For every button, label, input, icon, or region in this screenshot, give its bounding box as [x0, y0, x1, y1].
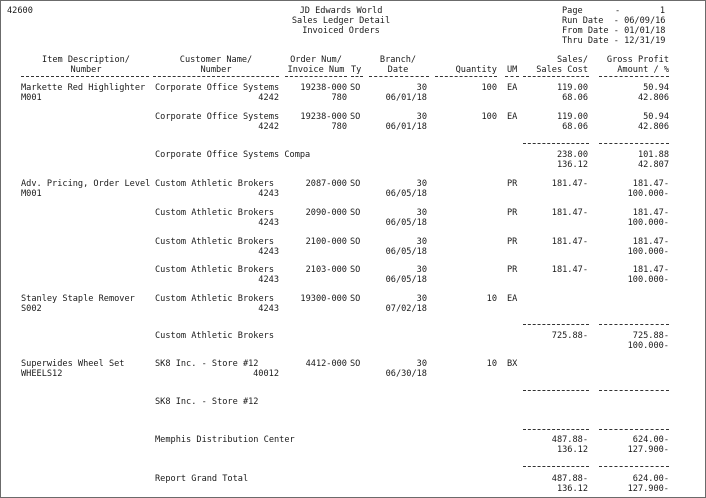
col-sales-line1: Sales/ [556, 55, 588, 65]
gross-profit-amount: 181.47- [632, 208, 669, 218]
item-description: Adv. Pricing, Order Level [21, 179, 151, 189]
col-branch-rule [369, 76, 429, 77]
total-rule [523, 390, 589, 391]
customer-number: 4242 [258, 122, 279, 132]
table-row [1, 112, 705, 134]
order-type: SO [350, 112, 361, 122]
order-type: SO [350, 179, 361, 189]
order-type: SO [350, 237, 361, 247]
item-number: WHEELS12 [21, 369, 63, 379]
customer-number: 4243 [258, 304, 279, 314]
total-line [1, 435, 705, 457]
order-number: 19238-000 [300, 83, 347, 93]
total-profit-amount: 101.88 [637, 150, 669, 160]
invoice-date: 07/02/18 [385, 304, 427, 314]
gross-profit-percent: 100.000- [627, 247, 669, 257]
col-item-line2: Number [70, 65, 102, 75]
order-number: 2100-000 [305, 237, 347, 247]
total-rule [599, 143, 669, 144]
order-number: 2090-000 [305, 208, 347, 218]
table-row [1, 294, 705, 316]
gross-profit-amount: 181.47- [632, 265, 669, 275]
sales-amount: 119.00 [556, 112, 588, 122]
col-um: UM [507, 65, 518, 75]
col-order-rule [285, 76, 347, 77]
total-profit-amount: 725.88- [632, 331, 669, 341]
invoice-date: 06/05/18 [385, 189, 427, 199]
customer-number: 4243 [258, 218, 279, 228]
customer-number: 4243 [258, 275, 279, 285]
branch: 30 [416, 237, 427, 247]
total-rule [599, 466, 669, 467]
order-number: 19300-000 [300, 294, 347, 304]
total-label: SK8 Inc. - Store #12 [155, 397, 259, 407]
customer-name: Custom Athletic Brokers [155, 179, 274, 189]
run-date: Run Date - 06/09/16 [562, 16, 666, 26]
sales-cost: 68.06 [562, 93, 588, 103]
customer-number: 40012 [253, 369, 279, 379]
col-sales-line2: Sales Cost [536, 65, 588, 75]
table-row [1, 359, 705, 381]
invoice-date: 06/01/18 [385, 122, 427, 132]
unit-of-measure: PR [507, 237, 518, 247]
order-number: 2087-000 [305, 179, 347, 189]
gross-profit-percent: 42.806 [637, 122, 669, 132]
total-rule [523, 466, 589, 467]
total-cost: 136.12 [556, 484, 588, 494]
unit-of-measure: BX [507, 359, 518, 369]
gross-profit-percent: 42.806 [637, 93, 669, 103]
total-profit-percent: 127.900- [627, 484, 669, 494]
col-quantity-rule [435, 76, 497, 77]
invoice-date: 06/05/18 [385, 275, 427, 285]
col-um-rule [505, 76, 519, 77]
quantity: 100 [481, 83, 497, 93]
total-profit-percent: 100.000- [627, 341, 669, 351]
col-branch-line2: Date [387, 65, 409, 75]
total-rule [599, 429, 669, 430]
total-cost: 136.12 [556, 160, 588, 170]
total-profit-amount: 624.00- [632, 474, 669, 484]
gross-profit-amount: 50.94 [643, 112, 669, 122]
item-description: Markette Red Highlighter [21, 83, 146, 93]
total-sales: 725.88- [551, 331, 588, 341]
total-rule [523, 429, 589, 430]
order-number: 4412-000 [305, 359, 347, 369]
invoice-date: 06/30/18 [385, 369, 427, 379]
col-profit-line1: Gross Profit [606, 55, 669, 65]
customer-number: 4242 [258, 93, 279, 103]
report-id: 42600 [7, 6, 33, 16]
quantity: 10 [486, 359, 497, 369]
order-type: SO [350, 83, 361, 93]
customer-name: SK8 Inc. - Store #12 [155, 359, 259, 369]
customer-name: Custom Athletic Brokers [155, 265, 274, 275]
col-item-rule [21, 76, 149, 77]
total-label: Report Grand Total [155, 474, 249, 484]
total-sales: 487.88- [551, 435, 588, 445]
order-type: SO [350, 359, 361, 369]
branch: 30 [416, 359, 427, 369]
invoice-date: 06/01/18 [385, 93, 427, 103]
quantity: 10 [486, 294, 497, 304]
total-profit-percent: 127.900- [627, 445, 669, 455]
total-rule [599, 324, 669, 325]
table-row [1, 237, 705, 259]
item-number: S002 [21, 304, 42, 314]
customer-number: 4243 [258, 247, 279, 257]
branch: 30 [416, 112, 427, 122]
total-line [1, 397, 705, 419]
customer-name: Corporate Office Systems [155, 83, 280, 93]
col-branch-line1: Branch/ [379, 55, 417, 65]
invoice-date: 06/05/18 [385, 218, 427, 228]
col-item-line1: Item Description/ [42, 55, 130, 65]
total-cost: 136.12 [556, 445, 588, 455]
branch: 30 [416, 265, 427, 275]
total-sales: 487.88- [551, 474, 588, 484]
gross-profit-amount: 50.94 [643, 83, 669, 93]
customer-name: Custom Athletic Brokers [155, 237, 274, 247]
unit-of-measure: EA [507, 83, 518, 93]
order-number: 2103-000 [305, 265, 347, 275]
table-row [1, 208, 705, 230]
gross-profit-percent: 100.000- [627, 218, 669, 228]
total-rule [523, 324, 589, 325]
branch: 30 [416, 208, 427, 218]
table-row [1, 265, 705, 287]
company-name: JD Edwards World [299, 6, 383, 16]
branch: 30 [416, 179, 427, 189]
item-description: Stanley Staple Remover [21, 294, 135, 304]
page-number: 1 [659, 6, 665, 16]
col-profit-rule [599, 76, 669, 77]
gross-profit-percent: 100.000- [627, 275, 669, 285]
gross-profit-amount: 181.47- [632, 237, 669, 247]
page-separator: - [615, 6, 621, 16]
col-customer-line2: Number [200, 65, 232, 75]
sales-cost: 68.06 [562, 122, 588, 132]
order-type: SO [350, 208, 361, 218]
sales-amount: 181.47- [551, 237, 588, 247]
order-type: SO [350, 265, 361, 275]
sales-amount: 181.47- [551, 265, 588, 275]
col-ty: Ty [351, 65, 362, 75]
page-label: Page [562, 6, 583, 16]
total-line [1, 150, 705, 172]
unit-of-measure: PR [507, 208, 518, 218]
from-date: From Date - 01/01/18 [562, 26, 666, 36]
report-subtitle: Invoiced Orders [302, 26, 380, 36]
total-line [1, 474, 705, 496]
total-label: Memphis Distribution Center [155, 435, 295, 445]
order-number: 19238-000 [300, 112, 347, 122]
col-customer-line1: Customer Name/ [179, 55, 253, 65]
item-number: M001 [21, 93, 42, 103]
table-row [1, 83, 705, 105]
col-customer-rule [153, 76, 279, 77]
unit-of-measure: EA [507, 112, 518, 122]
gross-profit-percent: 100.000- [627, 189, 669, 199]
item-number: M001 [21, 189, 42, 199]
customer-name: Custom Athletic Brokers [155, 294, 274, 304]
total-profit-amount: 624.00- [632, 435, 669, 445]
unit-of-measure: PR [507, 265, 518, 275]
total-rule [599, 390, 669, 391]
invoice-number: 780 [331, 122, 347, 132]
total-profit-percent: 42.807 [637, 160, 669, 170]
total-label: Custom Athletic Brokers [155, 331, 274, 341]
branch: 30 [416, 83, 427, 93]
col-quantity: Quantity [455, 65, 497, 75]
quantity: 100 [481, 112, 497, 122]
total-rule [523, 143, 589, 144]
unit-of-measure: PR [507, 179, 518, 189]
col-order-line2: Invoice Num [287, 65, 345, 75]
sales-amount: 181.47- [551, 179, 588, 189]
invoice-date: 06/05/18 [385, 247, 427, 257]
report-title: Sales Ledger Detail [291, 16, 391, 26]
col-ty-rule [351, 76, 363, 77]
total-line [1, 331, 705, 353]
sales-amount: 181.47- [551, 208, 588, 218]
item-description: Superwides Wheel Set [21, 359, 125, 369]
branch: 30 [416, 294, 427, 304]
unit-of-measure: EA [507, 294, 518, 304]
sales-amount: 119.00 [556, 83, 588, 93]
col-order-line1: Order Num/ [290, 55, 342, 65]
thru-date: Thru Date - 12/31/19 [562, 36, 666, 46]
gross-profit-amount: 181.47- [632, 179, 669, 189]
invoice-number: 780 [331, 93, 347, 103]
total-sales: 238.00 [556, 150, 588, 160]
customer-name: Corporate Office Systems [155, 112, 280, 122]
col-sales-rule [523, 76, 589, 77]
col-profit-line2: Amount / % [617, 65, 669, 75]
table-row [1, 179, 705, 201]
customer-number: 4243 [258, 189, 279, 199]
customer-name: Custom Athletic Brokers [155, 208, 274, 218]
total-label: Corporate Office Systems Compa [155, 150, 311, 160]
order-type: SO [350, 294, 361, 304]
